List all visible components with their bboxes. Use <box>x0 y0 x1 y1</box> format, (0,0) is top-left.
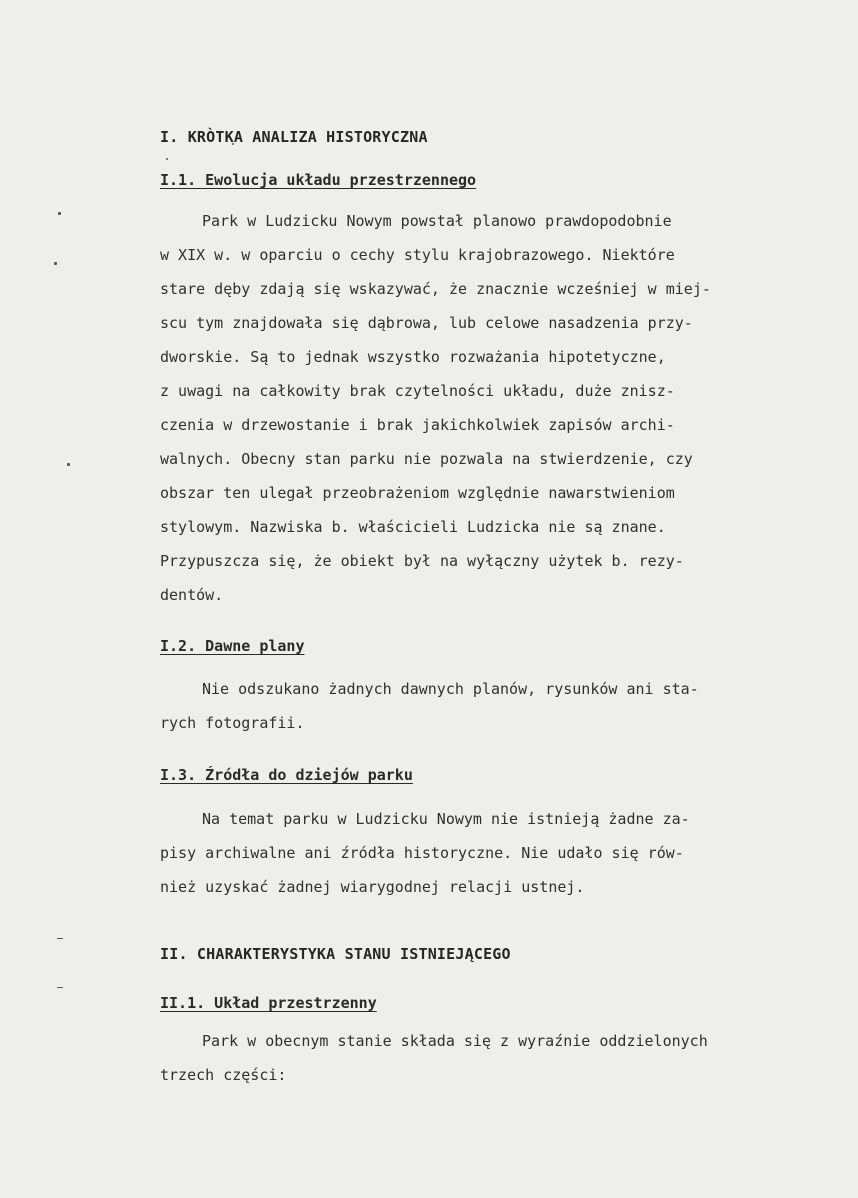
text-line: stare dęby zdają się wskazywać, że znacznie wcześniej w miej- <box>160 280 711 298</box>
text-line: Park w obecnym stanie składa się z wyraźnie oddzielonych <box>202 1032 708 1050</box>
text-line: scu tym znajdowała się dąbrowa, lub celowe nasadzenia przy- <box>160 314 693 332</box>
section-heading: I. KRÒTKA ANALIZA HISTORYCZNA <box>160 128 428 146</box>
text-line: pisy archiwalne ani źródła historyczne. Nie udało się rów- <box>160 844 684 862</box>
text-line: walnych. Obecny stan parku nie pozwala na stwierdzenie, czy <box>160 450 693 468</box>
text-line: Nie odszukano żadnych dawnych planów, rysunków ani sta- <box>202 680 699 698</box>
paragraph <box>160 802 810 904</box>
text-line: stylowym. Nazwiska b. właścicieli Ludzicka nie są znane. <box>160 518 666 536</box>
margin-mark <box>58 212 61 215</box>
paragraph <box>160 1024 810 1092</box>
margin-mark <box>67 463 70 466</box>
subsection-title: I.2. Dawne plany <box>160 637 305 655</box>
text-line: z uwagi na całkowity brak czytelności układu, duże znisz- <box>160 382 675 400</box>
subsection-title: I.1. Ewolucja układu przestrzennego <box>160 171 477 189</box>
margin-mark <box>54 262 57 265</box>
margin-mark <box>57 938 63 939</box>
text-line: trzech części: <box>160 1066 287 1084</box>
text-line: Przypuszcza się, że obiekt był na wyłączny użytek b. rezy- <box>160 552 684 570</box>
section-heading: II. CHARAKTERYSTYKA STANU ISTNIEJĄCEGO <box>160 945 511 963</box>
subsection-title: I.3. Źródła do dziejów parku <box>160 766 413 784</box>
text-line: Na temat parku w Ludzicku Nowym nie istnieją żadne za- <box>202 810 690 828</box>
subsection-title: II.1. Układ przestrzenny <box>160 994 377 1012</box>
text-line: Park w Ludzicku Nowym powstał planowo prawdopodobnie <box>202 212 672 230</box>
paragraph <box>160 204 810 612</box>
text-line: w XIX w. w oparciu o cechy stylu krajobrazowego. Niektóre <box>160 246 675 264</box>
text-line: dworskie. Są to jednak wszystko rozważania hipotetyczne, <box>160 348 666 366</box>
text-line: rych fotografii. <box>160 714 305 732</box>
margin-mark <box>57 987 63 988</box>
text-line: dentów. <box>160 586 224 604</box>
text-line: obszar ten ulegał przeobrażeniom względnie nawarstwieniom <box>160 484 675 502</box>
text-line: nież uzyskać żadnej wiarygodnej relacji ustnej. <box>160 878 585 896</box>
paragraph <box>160 672 810 740</box>
text-line: czenia w drzewostanie i brak jakichkolwiek zapisów archi- <box>160 416 675 434</box>
margin-mark <box>166 158 168 160</box>
